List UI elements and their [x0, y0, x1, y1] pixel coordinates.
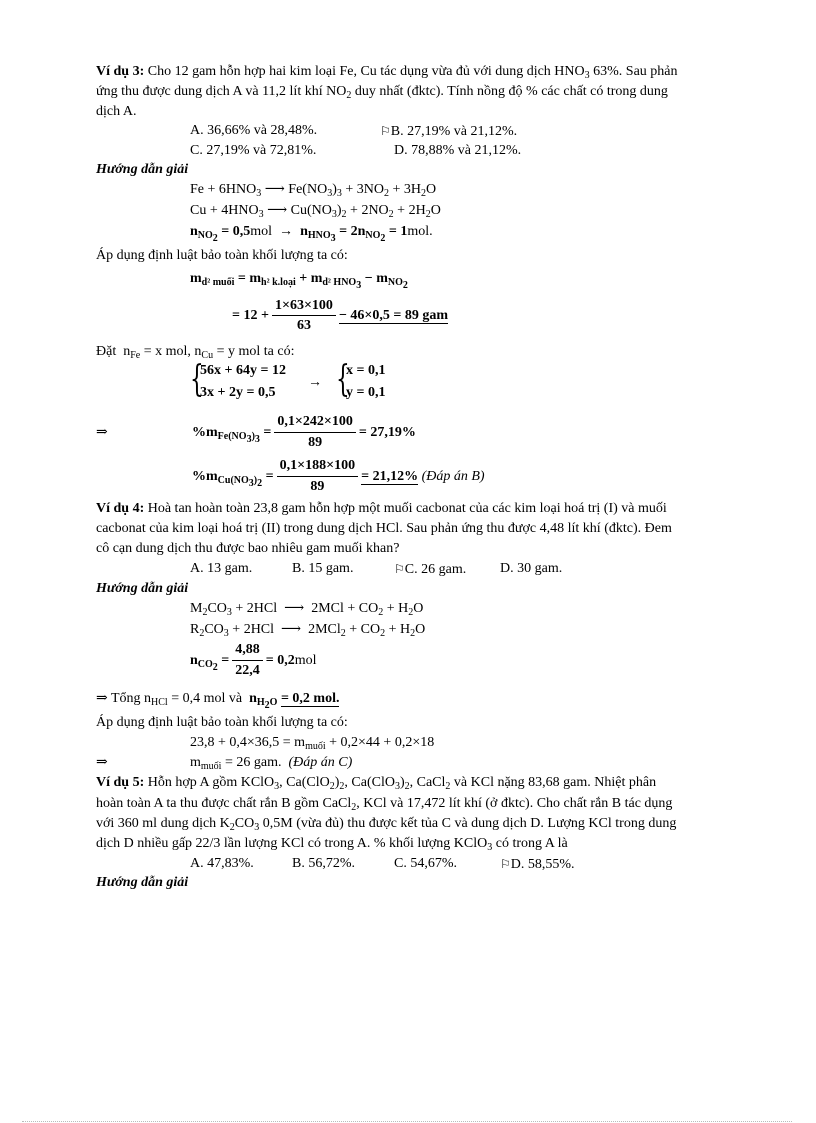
fraction: $\frac{4,88}{22,4}$	[232, 641, 263, 680]
arrow-icon: →	[308, 375, 322, 390]
ex3-option-c: C. 27,19% và 72,81%.	[190, 143, 317, 158]
ex4-reaction-r: $R_2CO_3 + 2HCl$ ⟶ $2MCl_2 + CO_2 + H_2O$	[190, 622, 426, 639]
ex3-line1: Ví dụ 3: Cho 12 gam hỗn hợp hai kim loại Fe, Cu tác dụng vừa đủ với dung dịch $HNO_3$ 63%. Sau phản	[96, 64, 678, 81]
flag-icon: ⚐	[380, 124, 391, 138]
ex5-option-a: A. 47,83%.	[190, 856, 254, 871]
ex3-mol-line: $n_{NO_2} = 0,5mol \to n_{HNO_3} = 2n_{NO_2} = 1mol$.	[190, 224, 433, 244]
brace-left: {	[190, 359, 204, 400]
ex3-reaction-fe: $Fe + 6HNO_3$ ⟶ $Fe(NO_3)_3 + 3NO_2 + 3H_2O$	[190, 182, 437, 199]
ex5-line1: Ví dụ 5: Hỗn hợp A gồm KClO$_3$, $Ca(ClO_2)_2$, $Ca(ClO_3)_2$, CaCl$_2$ và KCl nặng 83,68 gam. Nhiệt phân	[96, 775, 657, 792]
fraction: $\frac{1\times 63\times 100}{63}$	[272, 297, 336, 334]
ex5-option-c: C. 54,67%.	[394, 856, 457, 871]
ex5-line2: hoàn toàn A ta thu được chất rắn B gồm CaCl$_2$, KCl và 17,472 lít khí (ở đktc). Cho chất rắn B tác dụng	[96, 796, 673, 813]
ex4-option-b: B. 15 gam.	[292, 561, 354, 576]
ex4-nco2: $n_{CO_2}$ = $\frac{4,88}{22,4}$ = 0,2mol	[190, 642, 317, 679]
ex3-line3: dịch A.	[96, 104, 137, 119]
implies-icon: ⇒	[96, 755, 108, 770]
ex3-line2: ứng thu được dung dịch A và 11,2 lít khí $NO_2$ duy nhất (đktc). Tính nồng độ % các chất có trong dung	[96, 84, 668, 101]
ex3-solution-y: y = 0,1	[346, 385, 386, 400]
ex5-line3: với 360 ml dung dịch $K_2CO_3$ 0,5M (vừa đủ) thu được kết tủa C và dung dịch D. Lượng KCl trong dung	[96, 816, 677, 833]
ex3-reaction-cu: $Cu + 4HNO_3$ ⟶ $Cu(NO_3)_2 + 2NO_2 + 2H_2O$	[190, 203, 441, 220]
footer-divider	[22, 1121, 792, 1122]
ex5-option-b: B. 56,72%.	[292, 856, 355, 871]
fraction: $\frac{0,1\times 242\times 100}{89}$	[274, 413, 355, 452]
ex3-guide-heading: Hướng dẫn giải	[96, 162, 189, 177]
ex4-result: $m_{muối} = 26$ gam. (Đáp án C)	[190, 755, 353, 772]
flag-icon: ⚐	[500, 857, 511, 871]
ex5-option-d: ⚐D. 58,55%.	[500, 857, 575, 872]
ex5-guide-heading: Hướng dẫn giải	[96, 875, 189, 890]
ex3-percent-cu: $\%m_{Cu(NO_3)_2}$ = $\frac{0,1\times 188\times 100}{89}$ = 21,12% (Đáp án B)	[192, 458, 485, 495]
ex4-line3: cô cạn dung dịch thu được bao nhiêu gam muối khan?	[96, 541, 400, 556]
ex4-line1: Ví dụ 4: Hoà tan hoàn toàn 23,8 gam hỗn hợp một muối cacbonat của các kim loại hoá trị (I) và muối	[96, 501, 667, 516]
ex3-mass-calc: = 12 + $\frac{1\times 63\times 100}{63}$ − 46×0,5 = 89 gam	[232, 298, 449, 334]
brace-left: {	[336, 359, 350, 400]
flag-icon: ⚐	[394, 562, 405, 576]
ex4-guide-heading: Hướng dẫn giải	[96, 581, 189, 596]
ex4-option-c: ⚐C. 26 gam.	[394, 562, 467, 577]
ex4-calc: $23,8 + 0,4\times 36,5 = m_{muối} + 0,2\times 44 + 0,2\times 18$	[190, 735, 435, 752]
ex5-line4: dịch D nhiều gấp 22/3 lần lượng KCl có trong A. % khối lượng KClO$_3$ có trong A là	[96, 836, 568, 853]
ex4-total: ⇒ Tổng $n_{HCl} = 0,4$ mol và $n_{H_2O} = 0,2$ mol.	[96, 691, 340, 711]
ex3-apply-law: Áp dụng định luật bảo toàn khối lượng ta có:	[96, 248, 348, 263]
ex3-option-a: A. 36,66% và 28,48%.	[190, 123, 318, 138]
ex4-option-a: A. 13 gam.	[190, 561, 253, 576]
ex3-option-d: D. 78,88% và 21,12%.	[394, 143, 522, 158]
fraction: $\frac{0,1\times 188\times 100}{89}$	[277, 457, 358, 496]
ex3-system-eq2: 3x + 2y = 0,5	[200, 385, 276, 400]
ex4-apply-law: Áp dụng định luật bảo toàn khối lượng ta có:	[96, 715, 348, 730]
ex3-set-vars: Đặt $n_{Fe} = x$ mol, $n_{Cu} = y$ mol ta có:	[96, 344, 295, 361]
ex4-line2: cacbonat của kim loại hoá trị (II) trong dung dịch HCl. Sau phản ứng thu được 4,48 lít khí (đktc). Đem	[96, 521, 672, 536]
ex4-option-d: D. 30 gam.	[500, 561, 563, 576]
ex3-solution-x: x = 0,1	[346, 363, 386, 378]
ex3-mass-formula: $m_{d^2 muối} = m_{h^2 k.loại} + m_{d^2 HNO_3} - m_{NO_2}$	[190, 271, 408, 291]
implies-icon: ⇒	[96, 425, 108, 440]
ex4-reaction-m: $M_2CO_3 + 2HCl$ ⟶ $2MCl + CO_2 + H_2O$	[190, 601, 424, 618]
ex3-percent-fe: $\%m_{Fe(NO_3)_3}$ = $\frac{0,1\times 242\times 100}{89}$ = 27,19%	[192, 414, 416, 451]
ex3-system-eq1: 56x + 64y = 12	[200, 363, 286, 378]
ex3-option-b: ⚐B. 27,19% và 21,12%.	[380, 124, 518, 139]
